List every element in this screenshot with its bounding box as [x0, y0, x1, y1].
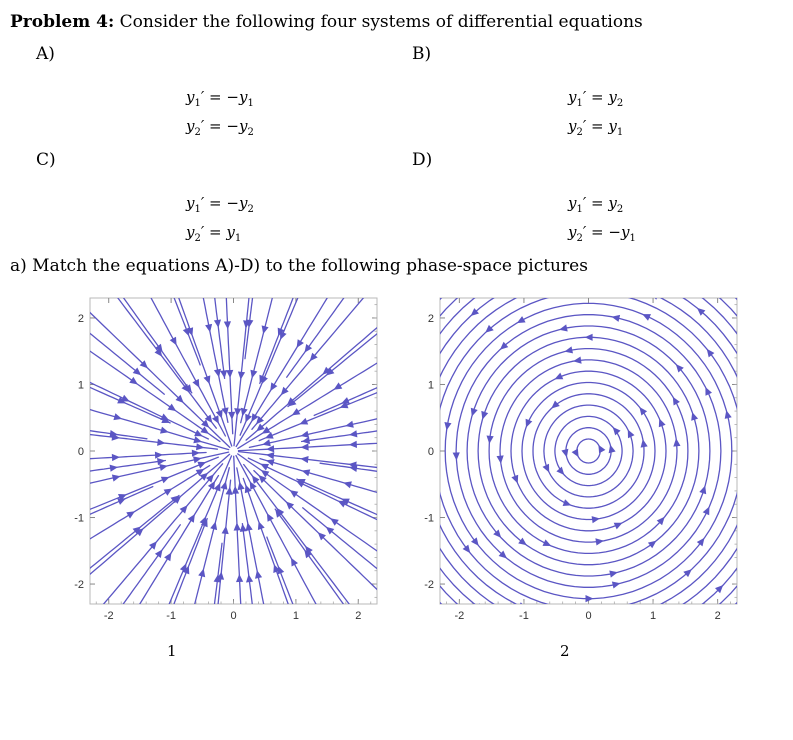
question-text: a) Match the equations A)-D) to the following phase-space pictures: [10, 256, 588, 276]
system-label-d: D): [412, 150, 433, 170]
flow-arrow: [397, 386, 404, 395]
flow-arrow: [737, 536, 744, 545]
streamline: [254, 471, 385, 603]
flow-arrow: [430, 592, 438, 600]
flow-arrow: [334, 382, 343, 389]
flow-arrow: [270, 382, 277, 391]
flow-arrow: [164, 489, 173, 496]
flow-arrow: [725, 410, 732, 419]
flow-arrow: [639, 407, 647, 416]
flow-arrow: [250, 370, 257, 379]
flow-arrow: [330, 518, 339, 526]
flow-arrow: [551, 401, 560, 409]
flow-arrow: [157, 439, 165, 446]
flow-arrow: [417, 364, 424, 373]
streamline: [456, 315, 721, 588]
flow-arrow: [278, 566, 285, 575]
flow-arrow: [110, 465, 118, 472]
streamline: [544, 405, 633, 497]
flow-arrow: [226, 370, 233, 378]
flow-arrow: [301, 443, 309, 450]
flow-arrow: [228, 412, 235, 420]
phase-plot-1: [40, 292, 385, 632]
flow-arrow: [561, 449, 568, 458]
flow-arrow: [469, 613, 478, 621]
flow-arrow: [301, 431, 310, 438]
streamline: [206, 292, 225, 378]
flow-arrow: [349, 430, 357, 437]
problem-label: Problem 4:: [10, 12, 115, 32]
x-tick-label: 1: [292, 610, 299, 622]
flow-arrow: [605, 292, 614, 298]
y-tick-label: -1: [424, 512, 434, 525]
flow-arrow: [240, 524, 247, 532]
system-a-equations: [186, 86, 254, 144]
flow-arrow: [707, 349, 715, 358]
streamline: [91, 464, 222, 619]
equation: $y_1' = -y_1$: [186, 88, 254, 109]
flow-arrow: [300, 456, 308, 463]
y-tick-label: 1: [427, 379, 434, 392]
streamline: [118, 476, 219, 633]
flow-arrow: [126, 511, 135, 518]
system-d-equations: [568, 192, 636, 250]
flow-arrow: [563, 499, 572, 506]
streamline: [237, 468, 277, 632]
flow-arrow: [196, 443, 204, 450]
flow-arrow: [559, 324, 568, 331]
flow-arrow: [586, 595, 594, 602]
flow-arrow: [432, 539, 439, 548]
equation: $y_2' = y_1$: [186, 223, 242, 244]
flow-arrow: [262, 325, 269, 334]
flow-arrow: [214, 369, 221, 378]
flow-arrow: [673, 438, 680, 446]
flow-arrow: [155, 549, 163, 558]
flow-arrow: [740, 338, 745, 347]
flow-arrow: [246, 522, 253, 531]
system-label-a: A): [36, 44, 55, 64]
streamline: [500, 360, 677, 542]
flow-arrow: [266, 452, 274, 459]
streamline: [40, 421, 147, 439]
flow-arrow: [183, 328, 190, 337]
flow-arrow: [302, 437, 310, 444]
flow-arrow: [305, 344, 313, 353]
problem-text: Consider the following four systems of differential equations: [119, 12, 643, 32]
flow-arrow: [246, 574, 253, 582]
flow-arrow: [659, 419, 666, 428]
flow-arrow: [198, 569, 205, 578]
flow-arrow: [598, 445, 605, 454]
plot-1-caption: 1: [167, 642, 177, 660]
flow-arrow: [481, 411, 488, 420]
flow-arrow: [112, 475, 121, 482]
equation: $y_2' = y_1$: [568, 117, 624, 138]
streamline: [522, 383, 655, 520]
plot-frame: [440, 298, 737, 604]
flow-arrow: [738, 462, 745, 470]
x-tick-label: 0: [230, 610, 237, 622]
flow-arrow: [697, 538, 705, 547]
flow-arrow: [516, 292, 525, 298]
flow-arrow: [573, 357, 582, 364]
streamline: [467, 326, 710, 576]
flow-arrow: [453, 452, 460, 460]
y-tick-label: 1: [77, 379, 84, 392]
flow-arrow: [609, 445, 616, 454]
flow-arrow: [738, 509, 745, 518]
equation: $y_1' = -y_2$: [186, 194, 254, 215]
flow-arrow: [432, 432, 439, 440]
streamline: [275, 509, 362, 630]
flow-arrow: [343, 481, 352, 488]
streamline: [489, 349, 688, 554]
flow-arrow: [739, 382, 745, 391]
flow-arrow: [463, 545, 471, 554]
flow-arrow: [157, 458, 165, 465]
flow-arrow: [155, 452, 163, 459]
plot-frame: [90, 298, 377, 604]
system-b-equations: [568, 86, 623, 144]
flow-arrow: [345, 421, 354, 428]
phase-plot-2: [395, 292, 745, 632]
flow-arrow: [210, 522, 217, 531]
streamline: [423, 292, 745, 621]
flow-arrow: [702, 612, 711, 620]
y-tick-label: 2: [427, 312, 434, 325]
flow-arrow: [613, 427, 621, 435]
y-tick-label: 0: [77, 446, 84, 458]
flow-arrow: [204, 375, 211, 384]
y-tick-label: -2: [424, 579, 434, 592]
flow-arrow: [252, 475, 260, 484]
flow-arrow: [290, 490, 299, 498]
flow-arrow: [518, 602, 527, 609]
flow-arrow: [266, 445, 274, 452]
flow-arrow: [595, 538, 604, 545]
flow-arrow: [220, 370, 227, 378]
flow-arrow: [238, 482, 245, 491]
flow-arrow: [349, 441, 357, 448]
streamline: [533, 394, 644, 508]
streamline: [147, 456, 232, 632]
flow-arrow: [609, 571, 618, 578]
flow-arrow: [238, 372, 245, 380]
streamline: [234, 456, 244, 632]
flow-arrow: [192, 450, 200, 457]
flow-arrow: [564, 346, 573, 353]
flow-arrow: [641, 439, 648, 448]
flow-arrow: [188, 514, 195, 523]
flow-arrow: [497, 455, 504, 463]
y-tick-label: -1: [74, 512, 84, 525]
flow-arrow: [200, 426, 209, 434]
x-tick-label: 1: [650, 610, 657, 622]
x-tick-label: -1: [519, 610, 529, 622]
equation: $y_1' = y_2$: [568, 194, 624, 215]
flow-arrow: [205, 324, 212, 333]
flow-arrow: [234, 523, 241, 531]
flow-arrow: [403, 496, 410, 505]
flow-arrow: [511, 475, 518, 484]
flow-arrow: [650, 293, 659, 300]
flow-arrow: [255, 570, 262, 579]
flow-arrow: [214, 320, 221, 328]
flow-arrow: [159, 464, 168, 471]
flow-arrow: [612, 582, 621, 589]
flow-arrow: [699, 486, 706, 495]
flow-arrow: [564, 604, 573, 611]
flow-arrow: [113, 413, 122, 420]
streamline: [252, 292, 376, 429]
y-tick-label: 2: [77, 312, 84, 325]
flow-arrow: [112, 454, 120, 461]
flow-arrow: [292, 408, 301, 415]
flow-arrow: [222, 407, 229, 416]
y-tick-label: 0: [427, 446, 434, 458]
flow-arrow: [220, 481, 227, 490]
streamline: [401, 292, 745, 632]
equation: $y_1' = y_2$: [568, 88, 624, 109]
system-c-equations: [186, 192, 254, 250]
streamline: [566, 428, 611, 475]
flow-arrow: [592, 516, 600, 523]
streamline: [434, 292, 743, 610]
flow-arrow: [164, 553, 171, 562]
x-tick-label: 2: [714, 610, 721, 622]
streamline: [249, 405, 385, 448]
streamline: [302, 422, 385, 442]
flow-arrow: [234, 408, 241, 416]
y-tick-label: -2: [74, 579, 84, 592]
equation: $y_2' = -y_1$: [568, 223, 636, 244]
flow-arrow: [396, 512, 403, 521]
flow-arrow: [262, 439, 271, 446]
streamline: [511, 371, 666, 531]
problem-heading: [10, 12, 643, 32]
streamline: [65, 496, 179, 592]
flow-arrow: [572, 449, 579, 458]
flow-arrow: [208, 481, 215, 490]
x-tick-label: -2: [454, 610, 465, 622]
flow-arrow: [236, 574, 243, 582]
streamline: [287, 292, 363, 377]
streamline: [445, 303, 732, 598]
flow-arrow: [444, 422, 451, 430]
equation: $y_2' = -y_2$: [186, 117, 254, 138]
system-label-c: C): [36, 150, 56, 170]
plot-2-caption: 2: [560, 642, 570, 660]
streamlines: [395, 292, 745, 632]
flow-arrow: [487, 436, 494, 444]
streamline: [259, 370, 385, 440]
flow-arrow: [526, 419, 533, 428]
x-tick-label: 2: [355, 610, 362, 622]
flow-arrow: [168, 404, 177, 412]
flow-arrow: [222, 526, 229, 534]
x-tick-label: 0: [585, 610, 592, 622]
flow-arrow: [556, 467, 564, 475]
flow-arrow: [648, 541, 657, 549]
x-tick-label: -2: [103, 610, 114, 622]
streamline: [243, 478, 309, 632]
flow-arrow: [404, 341, 411, 350]
flow-arrow: [297, 339, 304, 348]
streamline: [577, 439, 600, 463]
x-tick-label: -1: [166, 610, 176, 622]
flow-arrow: [739, 301, 745, 309]
flow-arrow: [258, 521, 265, 530]
flow-arrow: [585, 334, 593, 341]
flow-arrow: [471, 537, 479, 546]
streamlines: [40, 292, 385, 632]
flow-arrow: [412, 417, 419, 426]
flow-arrow: [691, 412, 698, 421]
flow-arrow: [518, 538, 527, 546]
flow-arrow: [612, 315, 621, 322]
flow-arrow: [471, 408, 478, 417]
system-label-b: B): [412, 44, 432, 64]
flow-arrow: [224, 321, 231, 329]
flow-arrow: [302, 469, 311, 476]
flow-arrow: [129, 377, 138, 385]
streamline: [40, 453, 206, 463]
